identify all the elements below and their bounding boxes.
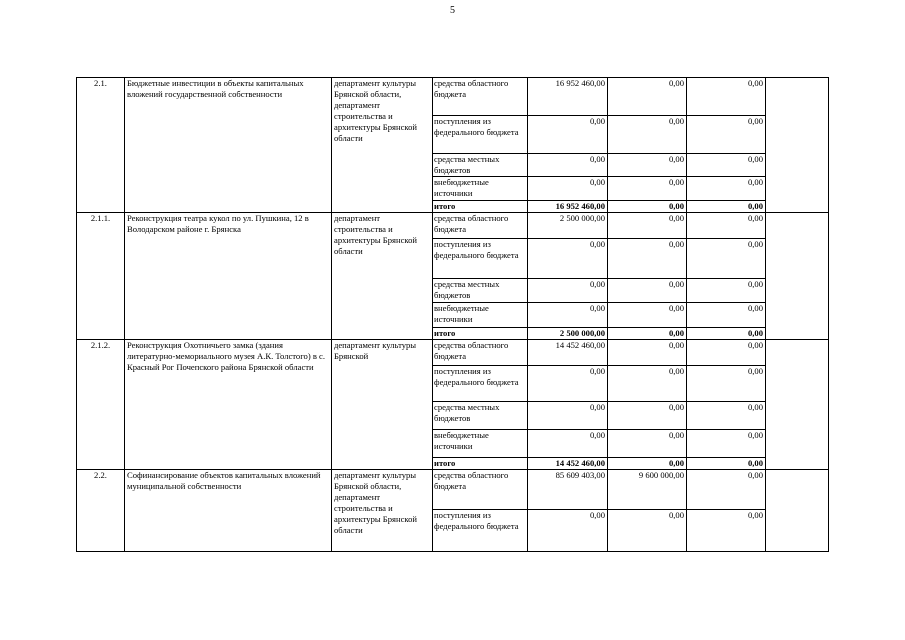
value-cell: 0,00 [608, 340, 687, 366]
value-cell: 0,00 [528, 239, 608, 279]
value-cell: 0,00 [528, 402, 608, 430]
source-label: средства местных бюджетов [433, 402, 528, 430]
source-label: средства областного бюджета [433, 213, 528, 239]
table-row [77, 213, 829, 239]
value-cell: 0,00 [608, 78, 687, 116]
value-cell: 2 500 000,00 [528, 213, 608, 239]
empty-cell [766, 340, 829, 470]
value-cell: 0,00 [687, 213, 766, 239]
value-cell: 0,00 [608, 177, 687, 201]
source-label: поступления из федерального бюджета [433, 366, 528, 402]
value-cell: 0,00 [528, 430, 608, 458]
value-cell: 0,00 [528, 303, 608, 328]
value-cell: 0,00 [687, 458, 766, 470]
source-label: внебюджетные источники [433, 430, 528, 458]
value-cell: 0,00 [608, 510, 687, 552]
table-row [77, 340, 829, 366]
value-cell: 0,00 [687, 154, 766, 177]
row-name: Бюджетные инвестиции в объекты капитальных вложений государственной собственности [125, 78, 332, 213]
row-executor: департамент строительства и архитектуры Брянской области [332, 213, 433, 340]
value-cell: 0,00 [608, 154, 687, 177]
row-number: 2.1.2. [77, 340, 125, 470]
source-label: средства областного бюджета [433, 470, 528, 510]
empty-cell [766, 213, 829, 340]
table-row [77, 78, 829, 116]
empty-cell [766, 470, 829, 552]
value-cell: 0,00 [687, 366, 766, 402]
value-cell: 0,00 [608, 430, 687, 458]
source-label: внебюджетные источники [433, 303, 528, 328]
value-cell: 14 452 460,00 [528, 458, 608, 470]
source-label: средства областного бюджета [433, 78, 528, 116]
row-number: 2.1. [77, 78, 125, 213]
row-executor: департамент культуры Брянской области, департамент строительства и архитектуры Брянской области [332, 78, 433, 213]
row-number: 2.1.1. [77, 213, 125, 340]
value-cell: 0,00 [608, 116, 687, 154]
row-name: Реконструкция Охотничьего замка (здания литературно-мемориального музея А.К. Толстого) в с. Красный Рог Почепского района Брянской области [125, 340, 332, 470]
value-cell: 85 609 403,00 [528, 470, 608, 510]
value-cell: 0,00 [608, 328, 687, 340]
value-cell: 0,00 [528, 510, 608, 552]
value-cell: 0,00 [608, 213, 687, 239]
value-cell: 0,00 [608, 201, 687, 213]
value-cell: 0,00 [608, 402, 687, 430]
value-cell: 0,00 [687, 78, 766, 116]
value-cell: 0,00 [687, 328, 766, 340]
value-cell: 0,00 [687, 510, 766, 552]
value-cell: 16 952 460,00 [528, 201, 608, 213]
source-label: итого [433, 328, 528, 340]
value-cell: 0,00 [687, 303, 766, 328]
source-label: средства местных бюджетов [433, 154, 528, 177]
value-cell: 0,00 [687, 430, 766, 458]
value-cell: 14 452 460,00 [528, 340, 608, 366]
value-cell: 9 600 000,00 [608, 470, 687, 510]
source-label: поступления из федерального бюджета [433, 116, 528, 154]
source-label: поступления из федерального бюджета [433, 239, 528, 279]
empty-cell [766, 78, 829, 213]
row-executor: департамент культуры Брянской области, департамент строительства и архитектуры Брянской области [332, 470, 433, 552]
row-number: 2.2. [77, 470, 125, 552]
value-cell: 0,00 [608, 458, 687, 470]
row-executor: департамент культуры Брянской [332, 340, 433, 470]
table-row [77, 470, 829, 510]
source-label: итого [433, 458, 528, 470]
value-cell: 16 952 460,00 [528, 78, 608, 116]
source-label: поступления из федерального бюджета [433, 510, 528, 552]
value-cell: 0,00 [608, 303, 687, 328]
row-name: Софинансирование объектов капитальных вложений муниципальной собственности [125, 470, 332, 552]
value-cell: 0,00 [687, 470, 766, 510]
source-label: средства местных бюджетов [433, 279, 528, 303]
source-label: итого [433, 201, 528, 213]
value-cell: 0,00 [687, 116, 766, 154]
value-cell: 2 500 000,00 [528, 328, 608, 340]
value-cell: 0,00 [528, 116, 608, 154]
row-name: Реконструкция театра кукол по ул. Пушкина, 12 в Володарском районе г. Брянска [125, 213, 332, 340]
value-cell: 0,00 [528, 366, 608, 402]
page-number: 5 [450, 5, 455, 16]
value-cell: 0,00 [687, 177, 766, 201]
value-cell: 0,00 [528, 279, 608, 303]
value-cell: 0,00 [687, 279, 766, 303]
value-cell: 0,00 [687, 402, 766, 430]
value-cell: 0,00 [528, 177, 608, 201]
budget-table [76, 77, 829, 552]
value-cell: 0,00 [687, 239, 766, 279]
value-cell: 0,00 [528, 154, 608, 177]
value-cell: 0,00 [687, 201, 766, 213]
source-label: внебюджетные источники [433, 177, 528, 201]
value-cell: 0,00 [608, 279, 687, 303]
value-cell: 0,00 [687, 340, 766, 366]
value-cell: 0,00 [608, 239, 687, 279]
source-label: средства областного бюджета [433, 340, 528, 366]
value-cell: 0,00 [608, 366, 687, 402]
